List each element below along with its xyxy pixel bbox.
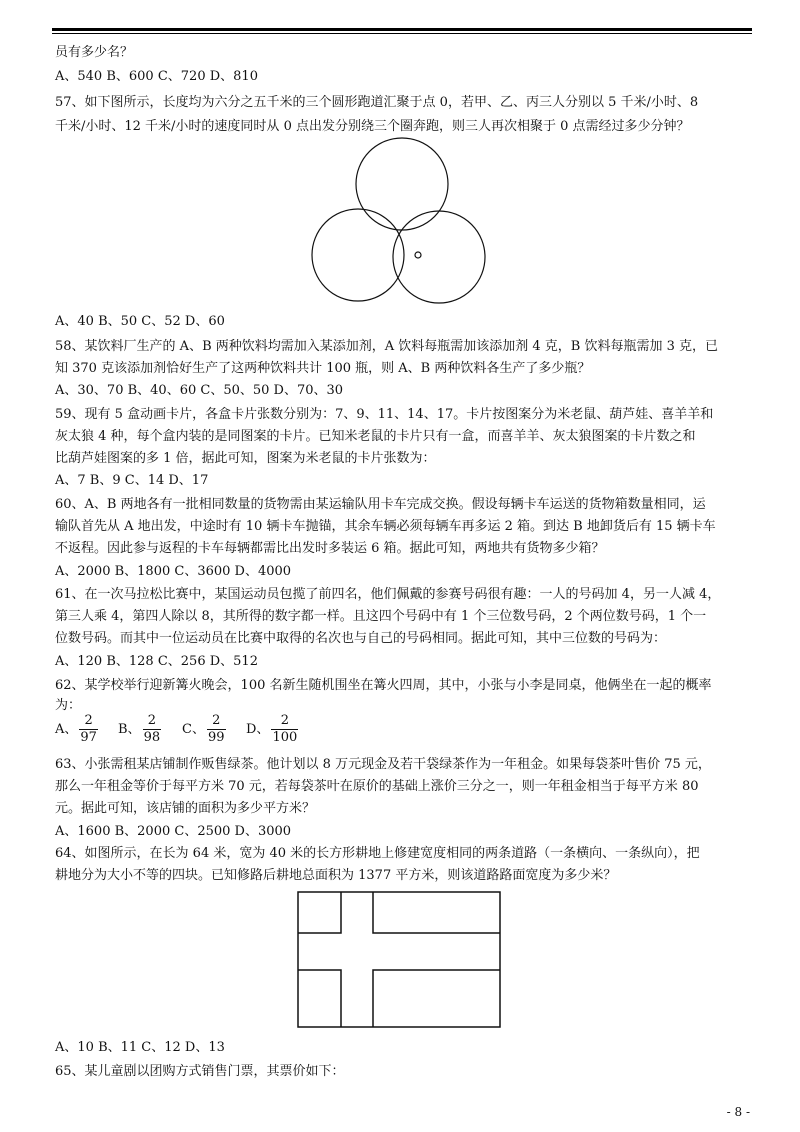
- fraction-option-b: B、 $\frac{2}{98}$: [118, 713, 161, 745]
- answer-options: A、120 B、128 C、256 D、512: [55, 654, 258, 669]
- question-58-cont: 知 370 克该添加剂恰好生产了这两种饮料共计 100 瓶，则 A、B 两种饮料各生产了多少瓶？: [55, 361, 591, 376]
- header-rule: [52, 28, 752, 31]
- question-62: 62、某学校举行迎新篝火晚会，100 名新生随机围坐在篝火四周，其中，小张与小李是同桌，他俩坐在一起的概率: [55, 678, 712, 693]
- question-57-cont: 千米/小时、12 千米/小时的速度同时从 0 点出发分别绕三个圈奔跑，则三人再次相聚于 0 点需经过多少分钟？: [55, 119, 690, 134]
- question-61-cont: 第三人乘 4，第四人除以 8，其所得的数字都一样。且这四个号码中有 1 个三位数号码，2 个两位数号码，1 个一: [55, 609, 707, 624]
- road-edge: [373, 970, 500, 1027]
- circle-top: [356, 138, 448, 230]
- answer-options: A、40 B、50 C、52 D、60: [55, 314, 225, 329]
- question-60: 60、A、B 两地各有一批相同数量的货物需由某运输队用卡车完成交换。假设每辆卡车运送的货物箱数量相同，运: [55, 497, 706, 512]
- question-65: 65、某儿童剧以团购方式销售门票，其票价如下：: [55, 1064, 345, 1079]
- question-61-cont: 位数号码。而其中一位运动员在比赛中取得的名次也与自己的号码相同。据此可知，其中三位数的号码为：: [55, 631, 667, 646]
- question-59-cont: 比葫芦娃图案的多 1 倍，据此可知，图案为米老鼠的卡片张数为：: [55, 451, 436, 466]
- question-61: 61、在一次马拉松比赛中，某国运动员包揽了前四名，他们佩戴的参赛号码很有趣：一人的号码加 4，另一人减 4，: [55, 587, 721, 602]
- question-63: 63、小张需租某店铺制作贩售绿茶。他计划以 8 万元现金及若干袋绿茶作为一年租金。如果每袋茶叶售价 75 元，: [55, 757, 711, 772]
- answer-options: A、540 B、600 C、720 D、810: [55, 69, 258, 84]
- question-63-cont: 元。据此可知，该店铺的面积为多少平方米？: [55, 801, 316, 816]
- circle-left: [312, 209, 404, 301]
- answer-options: A、1600 B、2000 C、2500 D、3000: [55, 824, 292, 839]
- road-edge: [298, 892, 341, 933]
- circle-right: [393, 211, 485, 303]
- question-60-cont: 不返程。因此参与返程的卡车每辆都需比出发时多装运 6 箱。据此可知，两地共有货物多少箱？: [55, 541, 605, 556]
- answer-options: A、7 B、9 C、14 D、17: [55, 473, 209, 488]
- road-edge: [298, 970, 341, 1027]
- question-58: 58、某饮料厂生产的 A、B 两种饮料均需加入某添加剂，A 饮料每瓶需加该添加剂 4 克，B 饮料每瓶需加 3 克，已: [55, 339, 719, 354]
- fraction-option-d: D、 $\frac{2}{100}$: [246, 713, 298, 745]
- fraction-option-c: C、 $\frac{2}{99}$: [182, 713, 225, 745]
- question-63-cont: 那么一年租金等价于每平方米 70 元，若每袋茶叶在原价的基础上涨价三分之一，则一年租金相当于每平方米 80: [55, 779, 699, 794]
- field-outline: [298, 892, 500, 1027]
- point-o: [415, 252, 421, 258]
- question-60-cont: 输队首先从 A 地出发，中途时有 10 辆卡车抛锚，其余车辆必须每辆车再多运 2 箱。到达 B 地卸货后有 15 辆卡车: [55, 519, 716, 534]
- question-59-cont: 灰太狼 4 种，每个盒内装的是同图案的卡片。已知米老鼠的卡片只有一盒，而喜羊羊、灰太狼图案的卡片数之和: [55, 429, 696, 444]
- field-with-roads-diagram: [296, 890, 502, 1030]
- answer-options: A、2000 B、1800 C、3600 D、4000: [55, 564, 292, 579]
- page-number: - 8 -: [726, 1105, 750, 1119]
- answer-options: A、30、70 B、40、60 C、50、50 D、70、30: [55, 383, 344, 398]
- road-edge: [373, 892, 500, 933]
- header-rule-thin: [52, 33, 752, 34]
- answer-options: A、10 B、11 C、12 D、13: [55, 1040, 225, 1055]
- question-57: 57、如下图所示，长度均为六分之五千米的三个圆形跑道汇聚于点 0，若甲、乙、丙三人分别以 5 千米/小时、8: [55, 95, 699, 110]
- three-circles-diagram: [300, 130, 500, 310]
- question-59: 59、现有 5 盒动画卡片，各盒卡片张数分别为：7、9、11、14、17。卡片按图案分为米老鼠、葫芦娃、喜羊羊和: [55, 407, 714, 422]
- question-64: 64、如图所示，在长为 64 米，宽为 40 米的长方形耕地上修建宽度相同的两条道路（一条横向、一条纵向），把: [55, 846, 700, 861]
- question-62-cont: 为：: [55, 698, 82, 713]
- question-64-cont: 耕地分为大小不等的四块。已知修路后耕地总面积为 1377 平方米，则该道路路面宽度为多少米？: [55, 868, 617, 883]
- text-line: 员有多少名？: [55, 45, 134, 60]
- fraction-option-a: A、 $\frac{2}{97}$: [55, 713, 97, 745]
